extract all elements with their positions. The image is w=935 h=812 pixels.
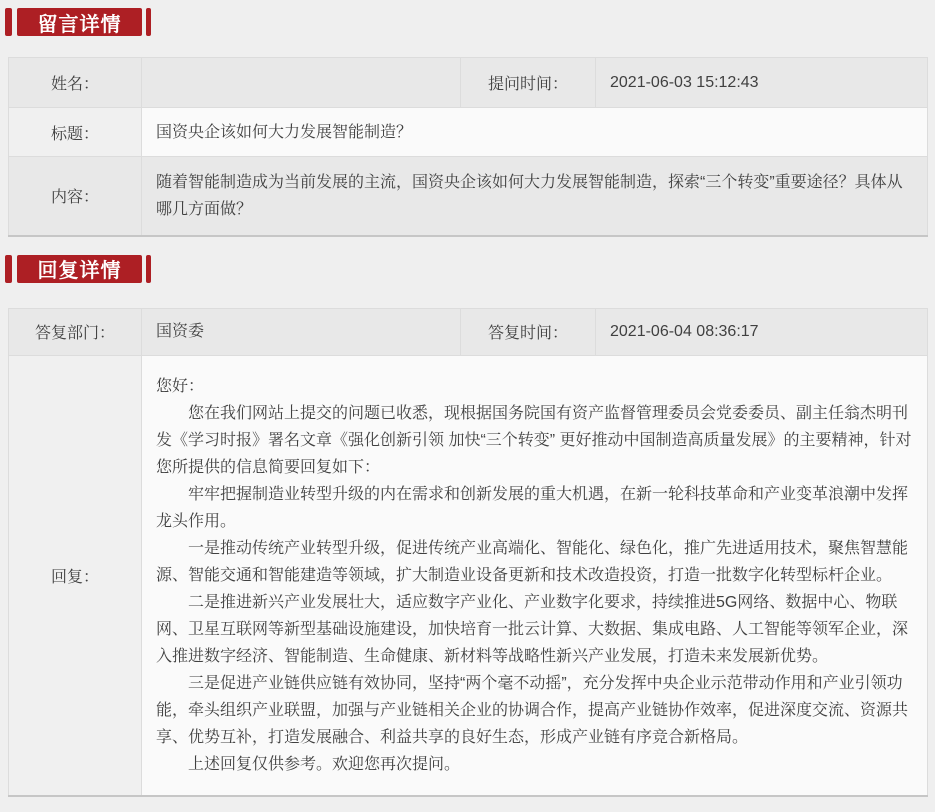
message-section-title: 留言详情 [17,8,142,36]
name-value [142,58,461,108]
reply-body [142,355,928,796]
reply-paragraph: 上述回复仅供参考。欢迎您再次提问。 [156,755,461,773]
reply-section-title: 回复详情 [17,255,142,283]
ask-time-label: 提问时间： [461,58,596,108]
ask-time-value: 2021-06-03 15:12:43 [596,58,928,108]
reply-paragraph: 三是促进产业链供应链有效协同，坚持“两个毫不动摇”，充分发挥中央企业示范带动作用和产业引领功能，牵头组织产业联盟，加强与产业链相关企业的协调合作，提高产业链协作效率，促进深度交流、资源共享、优势互补，打造发展融合、利益共享的良好生态，形成产业链有序竞合新格局。 [156,674,909,746]
header-right-bar [146,8,151,36]
reply-paragraph: 您好： [156,377,205,395]
message-section-header [5,8,935,36]
reply-paragraph: 二是推进新兴产业发展壮大，适应数字产业化、产业数字化要求，持续推进5G网络、数据中心、物联网、卫星互联网等新型基础设施建设，加快培育一批云计算、大数据、集成电路、人工智能等领军企业，深入推进数字经济、智能制造、生命健康、新材料等战略性新兴产业发展，打造未来发展新优势。 [156,593,909,665]
message-detail-table [8,57,928,237]
subject-value: 国资央企该如何大力发展智能制造？ [142,108,928,157]
reply-paragraph: 牢牢把握制造业转型升级的内在需求和创新发展的重大机遇，在新一轮科技革命和产业变革浪潮中发挥龙头作用。 [156,485,909,530]
dept-value: 国资委 [142,308,461,355]
header-left-bar [5,8,12,36]
content-value: 随着智能制造成为当前发展的主流，国资央企该如何大力发展智能制造，探索“三个转变”重要途径？具体从哪几方面做？ [142,157,928,236]
table-row [9,308,928,355]
table-row [9,355,928,796]
message-detail-page [0,8,935,812]
reply-time-value: 2021-06-04 08:36:17 [596,308,928,355]
table-row [9,108,928,157]
reply-paragraph: 一是推动传统产业转型升级，促进传统产业高端化、智能化、绿色化，推广先进适用技术，聚焦智慧能源、智能交通和智能建造等领域，扩大制造业设备更新和技术改造投资，打造一批数字化转型标杆企业。 [156,539,909,584]
subject-label: 标题： [9,108,142,157]
content-label: 内容： [9,157,142,236]
table-row [9,58,928,108]
reply-time-label: 答复时间： [461,308,596,355]
reply-detail-table [8,308,928,798]
name-label: 姓名： [9,58,142,108]
table-row [9,157,928,236]
reply-section-header [5,255,935,283]
dept-label: 答复部门： [9,308,142,355]
reply-label: 回复： [9,355,142,796]
header-right-bar [146,255,151,283]
header-left-bar [5,255,12,283]
reply-paragraph: 您在我们网站上提交的问题已收悉，现根据国务院国有资产监督管理委员会党委委员、副主任翁杰明刊发《学习时报》署名文章《强化创新引领 加快“三个转变” 更好推动中国制造高质量发展》的主要精神，针对您所提供的信息简要回复如下： [156,404,912,476]
